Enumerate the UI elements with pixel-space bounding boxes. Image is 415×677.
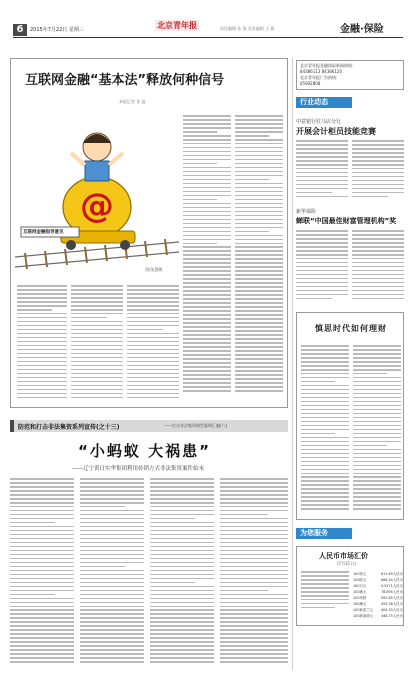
lead-column-4 bbox=[71, 285, 123, 403]
rate-currency: 100澳元 bbox=[353, 602, 367, 606]
market-rate-table bbox=[353, 571, 403, 619]
bottom-column-4 bbox=[220, 478, 288, 670]
rate-currency: 100英镑 bbox=[353, 596, 367, 600]
story1-kicker: 中意银行驻马店分行 bbox=[296, 119, 342, 125]
story2-body-left bbox=[296, 230, 348, 302]
rate-row bbox=[353, 613, 403, 619]
rate-currency: 100日元 bbox=[353, 584, 367, 588]
page-header bbox=[0, 0, 415, 56]
finance-column-box bbox=[296, 312, 404, 520]
cartoon-svg bbox=[15, 107, 179, 279]
rate-currency: 100新西兰元 bbox=[353, 608, 374, 612]
lead-story bbox=[10, 58, 288, 408]
story1-title: 开展会计柜员技能竞赛 bbox=[296, 127, 376, 136]
hotline-box bbox=[296, 60, 404, 90]
rate-value: 668.54人民币 bbox=[380, 578, 403, 582]
story2-kicker: 新华保险 bbox=[296, 209, 317, 215]
lead-column-2 bbox=[235, 115, 283, 400]
rate-currency: 100新加坡元 bbox=[353, 614, 374, 618]
hotline-line1: 北京青年报金融保险新闻热线： bbox=[300, 63, 356, 68]
story1-body-left bbox=[296, 140, 348, 200]
banner-subtitle: ——打击非法集资典型案例汇编(六) bbox=[164, 423, 228, 428]
market-note-lines bbox=[301, 571, 349, 621]
date-line: 2015年7月22日 星期三 bbox=[30, 27, 84, 33]
hotline-line4: 65902808 bbox=[300, 81, 321, 86]
market-left-note bbox=[301, 571, 349, 621]
cartoon-signature: 图/朱慧卿 bbox=[145, 267, 163, 272]
rate-value: 404.33人民币 bbox=[380, 608, 403, 612]
hotline-line3: 北京青年报广告热线： bbox=[300, 75, 340, 80]
page-number-text: 6 bbox=[16, 24, 24, 35]
service-badge-label: 为您服务 bbox=[300, 529, 328, 537]
rate-value: 611.69人民币 bbox=[380, 572, 403, 576]
story1-body-right bbox=[352, 140, 404, 200]
bottom-column-2 bbox=[80, 478, 144, 670]
hotline-line2: 84386113 84386120 bbox=[300, 69, 342, 74]
rate-currency: 100美元 bbox=[353, 572, 367, 576]
badge-label: 行业动态 bbox=[300, 98, 328, 106]
bottom-subheadline: ——辽宁黄日实华集团利用传销方式非法集资案件始末 bbox=[72, 466, 205, 472]
bottom-feature-banner bbox=[10, 420, 288, 432]
header-rule bbox=[13, 37, 403, 38]
column-body-left bbox=[301, 345, 349, 515]
rate-value: 4.9271人民币 bbox=[380, 584, 403, 588]
lead-headline: 互联网金融“基本法”释放何种信号 bbox=[25, 73, 225, 88]
service-badge bbox=[296, 528, 352, 539]
rate-value: 952.65人民币 bbox=[380, 596, 403, 600]
bottom-column-1 bbox=[10, 478, 74, 670]
lead-column-3 bbox=[17, 285, 67, 403]
rate-value: 78.895人民币 bbox=[380, 590, 403, 594]
bottom-headline: “小蚂蚁 大祸患” bbox=[78, 442, 211, 460]
rate-value: 453.38人民币 bbox=[380, 602, 403, 606]
svg-text:@: @ bbox=[80, 186, 114, 226]
story2-body-right bbox=[352, 230, 404, 302]
column-divider bbox=[292, 58, 293, 670]
column-title: 慎思时代如何理财 bbox=[315, 324, 387, 333]
market-date: (7月21日) bbox=[337, 561, 356, 566]
page-number bbox=[13, 24, 27, 36]
industry-news-badge bbox=[296, 97, 352, 108]
market-rates-box bbox=[296, 546, 404, 626]
rate-currency: 100港元 bbox=[353, 590, 367, 594]
rate-currency: 100欧元 bbox=[353, 578, 367, 582]
cartoon-illustration bbox=[15, 107, 179, 279]
section-title: 金融·保险 bbox=[340, 24, 384, 35]
cartoon-tag: 互联网金融指导意见 bbox=[23, 230, 64, 235]
lead-column-5 bbox=[127, 285, 179, 403]
column-body-right bbox=[353, 345, 401, 515]
lead-column-1 bbox=[183, 115, 231, 400]
bottom-column-3 bbox=[150, 478, 214, 670]
rate-value: 446.75人民币 bbox=[380, 614, 403, 618]
paper-name: 北京青年报 bbox=[157, 21, 197, 30]
story2-title: 蝉联“中国最佳财富管理机构”奖 bbox=[296, 217, 397, 225]
editor-line: 责任编辑 张 强 美术编辑 王 燕 bbox=[220, 26, 275, 31]
market-title: 人民币市场汇价 bbox=[319, 552, 368, 560]
lead-byline: 本报记者 张 磊 bbox=[119, 99, 146, 104]
banner-title: 防范和打击非法集资系列宣传(之十三) bbox=[18, 424, 120, 431]
